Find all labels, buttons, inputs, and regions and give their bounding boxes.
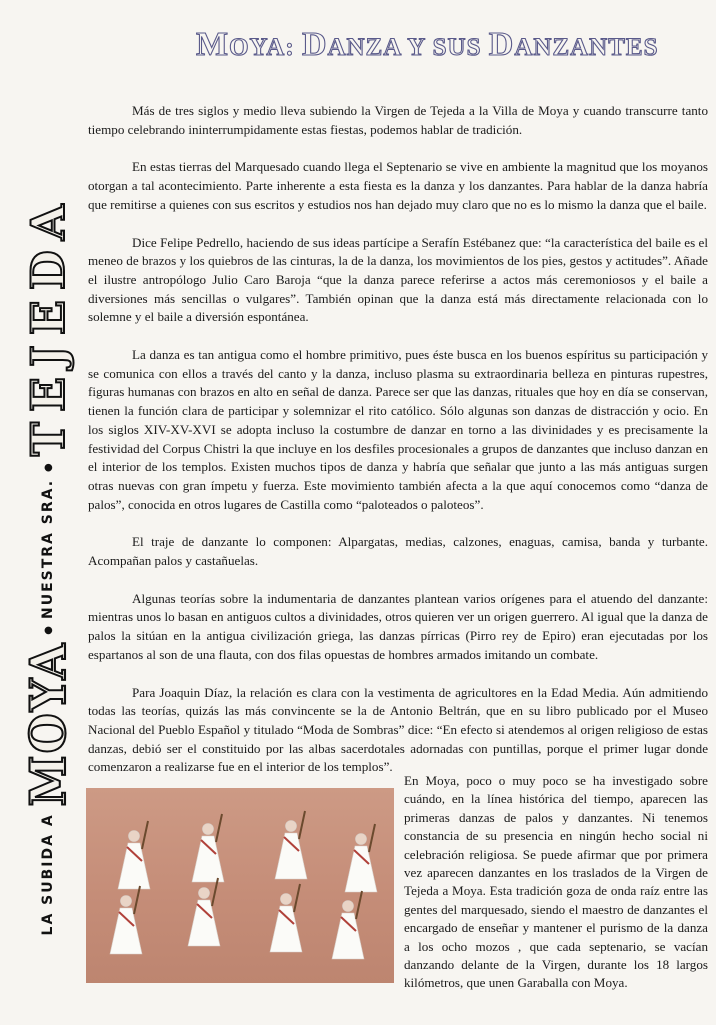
title-part-oya: OYA: [229,34,302,61]
title-part-anzantes: ANZANTES [514,34,659,61]
masthead-bullet-icon: ● [42,626,54,635]
dancer-figure [192,814,224,882]
masthead-tejeda: TEJEDA [21,194,75,457]
side-column [404,772,708,993]
dancer-figure [345,824,377,892]
dancers-illustration [86,788,394,983]
title-initial-d1: D [301,26,328,63]
masthead-moya: MOYA [19,641,77,807]
page-title [196,26,708,76]
title-part-anza: ANZA Y SUS [327,34,489,61]
paragraph: El traje de danzante lo componen: Alpargatas, medias, calzones, enaguas, camisa, banda y turbante. Acompañan palos y castañuelas. [88,534,708,569]
article-body [88,102,708,796]
dancer-figures [110,811,377,959]
dancer-figure [270,884,302,952]
masthead-text [21,195,75,936]
paragraph: En estas tierras del Marquesado cuando llega el Septenario se vive en ambiente la magnitud que los moyanos otorgan a tal acontecimiento. Parte inherente a esta fiesta es la danza y los danzantes. Para hablar de la danza habría que remitirse a quienes con sus escritos y estudios nos han dejado muy claro que no es lo mismo la danza que el baile. [88,159,708,212]
title-initial-m: M [196,26,230,63]
side-paragraph: En Moya, poco o muy poco se ha investigado sobre cuándo, en la línea histórica del tiempo, aparecen las primeras danzas de palos y danzantes. Ni tenemos constancia de su presencia en ningún hecho social ni celebración religiosa. Se puede afirmar que por primera vez aparecen danzantes en los traslados de la Virgen de Tejeda a Moya. Esta tradición goza de onda raíz entre las gentes del marquesado, siendo el maestro de danzantes el encargado de enseñar y mantener el purismo de la danza a los ocho mozos , que cada septenario, se vacían danzando delante de la Virgen, durante los 18 largos kilómetros, que unen Garaballa con Moya. [404,773,708,991]
masthead-middle: NUESTRA SRA. [40,478,56,620]
paragraph: La danza es tan antigua como el hombre primitivo, pues éste busca en los buenos espíritus su participación y se comunica con ellos a través del canto y la danza, incluso plasma su extraordinaria belleza en pinturas rupestres, figuras humanas con brazos en alto en señal de danza. Parece ser que las danzas, rituales que hoy en día se conservan, tienen la función clara de participar y solemnizar el rito católico. Sólo algunas son danzas de distracción y ocio. En los siglos XIV-XV-XVI se adopta incluso la costumbre de danzar en torno a las divinidades y es precisamente la festividad del Corpus Chistri la que incluye en los desfiles procesionales a grupos de danzantes que incluso danzan en el interior de los templos. Existen muchos tipos de danza y habría que señalar que junto a las más antiguas surgen otras nuevas con gran ímpetu y fuerza. Este movimiento también afecta a la que aquí conocemos como “danza de palos”, conocida en otros lugares de Castilla como “paloteados o paloteos”. [88,347,708,512]
paragraph: Más de tres siglos y medio lleva subiendo la Virgen de Tejeda a la Villa de Moya y cuando transcurre tanto tiempo celebrando ininterrumpidamente estas fiestas, podemos hablar de tradición. [88,103,708,137]
dancer-figure [118,821,150,889]
masthead-bullet-icon: ● [42,463,54,472]
masthead-prefix: LA SUBIDA A [40,813,56,936]
dancer-figure [188,878,220,946]
paragraph: Algunas teorías sobre la indumentaria de danzantes plantean varios orígenes para el atuendo del danzante: mientras unos lo basan en antiguos cultos a divinidades, otros quieren ver un origen guerrero. Al igual que la danza de palos la sitúan en la antigua civilización griega, las danzas pírricas (Pirro rey de Epiro) eran ejecutadas por los espartanos al son de una flauta, con dos filas opuestas de hombres armados imitando un combate. [88,590,708,662]
paragraph: Dice Felipe Pedrello, haciendo de sus ideas partícipe a Serafín Estébanez que: “la característica del baile es el meneo de brazos y los quiebros de las cinturas, la de la danza, los movimientos de los pies, gestos y actitudes”. Añade el ilustre antropólogo Julio Caro Baroja “que la danza parece referirse a actos más ceremoniosos y el baile a diversiones más sencillas o vulgares”. También opinan que la danza está más directamente relacionada con lo solemne y el baile a diversión espontánea. [88,234,708,325]
vertical-masthead [20,105,76,1025]
title-initial-d2: D [488,26,515,63]
dancer-figure [110,886,142,954]
dancer-figure [332,891,364,959]
dancers-photo [86,788,394,983]
dancer-figure [275,811,307,879]
paragraph: Para Joaquin Díaz, la relación es clara con la vestimenta de agricultores en la Edad Media. Aún admitiendo todas las teorías, quizás las más convincente se la de Antonio Beltrán, que en su libro publicado por el Museo Nacional del Pueblo Español y titulado “Moda de Sombras” dice: “En efecto si atendemos al origen religioso de estas danzas, debió ser el constituido por las albas sacerdotales adornadas con puntillas, porque el primer lugar donde comenzaron a realizarse fue en el interior de los templos”. [88,684,708,775]
